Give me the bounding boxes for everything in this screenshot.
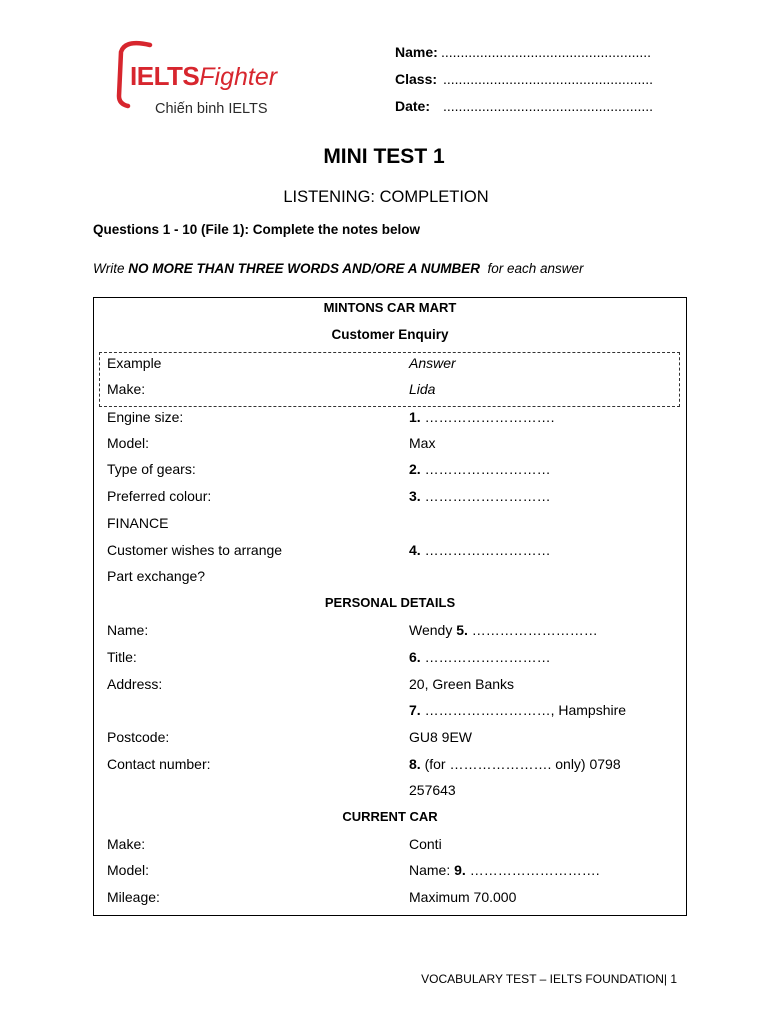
example-make-value: Lida [409, 381, 436, 397]
logo-tagline: Chiến binh IELTS [155, 101, 268, 117]
word-limit-rule: NO MORE THAN THREE WORDS AND/ORE A NUMBER [128, 261, 480, 276]
question-number: 3. [409, 488, 421, 504]
blank-dots: ………………………. [420, 409, 555, 425]
question-number: 6. [409, 649, 421, 665]
mileage-value: Maximum 70.000 [409, 889, 517, 905]
write-lead: Write [93, 261, 129, 276]
blank-dots: ……………………… [420, 649, 551, 665]
answer-blank-2 [409, 460, 551, 478]
model-name-prefix: Name: [409, 862, 455, 878]
name-field-blank: ...................................................... [441, 44, 652, 60]
finance-label: FINANCE [107, 515, 169, 531]
answer-blank-8 [409, 755, 621, 773]
answer-blank-1 [409, 408, 554, 426]
example-box [99, 352, 680, 407]
address-label: Address: [107, 676, 163, 692]
gears-label: Type of gears: [107, 461, 196, 477]
arrange-label: Customer wishes to arrange [107, 542, 283, 558]
example-make-label: Make: [107, 381, 146, 397]
write-tail: for each answer [480, 261, 584, 276]
word-limit-instruction [93, 260, 584, 278]
mileage-label: Mileage: [107, 889, 160, 905]
question-number: 2. [409, 461, 421, 477]
name-label: Name: [107, 622, 149, 638]
page-subtitle: LISTENING: COMPLETION [283, 188, 489, 206]
name-field-label: Name: [395, 44, 438, 60]
example-label: Example [107, 355, 162, 371]
title-label: Title: [107, 649, 137, 665]
example-value: Answer [409, 355, 456, 371]
question-number: 8. [409, 756, 421, 772]
logo-brand: IELTS [130, 61, 200, 91]
name-prefix: Wendy [409, 622, 457, 638]
car-model-label: Model: [107, 862, 150, 878]
question-number: 7. [409, 702, 421, 718]
model-value: Max [409, 435, 436, 451]
logo-wordmark [130, 61, 277, 96]
colour-label: Preferred colour: [107, 488, 212, 504]
answer-blank-7 [409, 701, 626, 719]
question-number: 1. [409, 409, 421, 425]
postcode-label: Postcode: [107, 729, 170, 745]
question-number: 9. [454, 862, 466, 878]
blank-dots: ……………………… [467, 622, 598, 638]
car-make-value: Conti [409, 836, 442, 852]
page-footer: VOCABULARY TEST – IELTS FOUNDATION| 1 [421, 972, 677, 986]
contact-number-continuation: 257643 [409, 782, 456, 798]
form-heading: MINTONS CAR MART [323, 300, 457, 315]
answer-blank-4 [409, 541, 551, 559]
question-number: 4. [409, 542, 421, 558]
class-field-label: Class: [395, 71, 438, 87]
class-field-blank: ...................................................... [443, 71, 654, 87]
answer-blank-9 [409, 861, 600, 879]
answer-blank-6 [409, 648, 551, 666]
answer-blank-5 [409, 621, 598, 639]
blank-dots: (for …………………. only) 0798 [420, 756, 621, 772]
current-car-heading: CURRENT CAR [342, 809, 438, 824]
contact-number-label: Contact number: [107, 756, 211, 772]
answer-blank-3 [409, 487, 551, 505]
part-exchange-label: Part exchange? [107, 568, 206, 584]
questions-instruction: Questions 1 - 10 (File 1): Complete the notes below [93, 222, 421, 237]
page-title: MINI TEST 1 [323, 145, 445, 168]
blank-dots: ……………………… [420, 542, 551, 558]
car-make-label: Make: [107, 836, 146, 852]
postcode-value: GU8 9EW [409, 729, 473, 745]
address-county: , Hampshire [550, 702, 627, 718]
personal-details-heading: PERSONAL DETAILS [324, 595, 456, 610]
date-field-blank: ...................................................... [443, 98, 654, 114]
question-number: 5. [456, 622, 468, 638]
blank-dots: ………………………. [465, 862, 600, 878]
date-field-label: Date: [395, 98, 431, 114]
form-subheading: Customer Enquiry [331, 327, 449, 342]
blank-dots: ……………………… [420, 488, 551, 504]
model-label: Model: [107, 435, 150, 451]
blank-dots: ……………………… [420, 461, 551, 477]
address-value: 20, Green Banks [409, 676, 515, 692]
blank-dots: ……………………… [420, 702, 551, 718]
logo-brand-script: Fighter [199, 63, 278, 91]
engine-size-label: Engine size: [107, 409, 184, 425]
